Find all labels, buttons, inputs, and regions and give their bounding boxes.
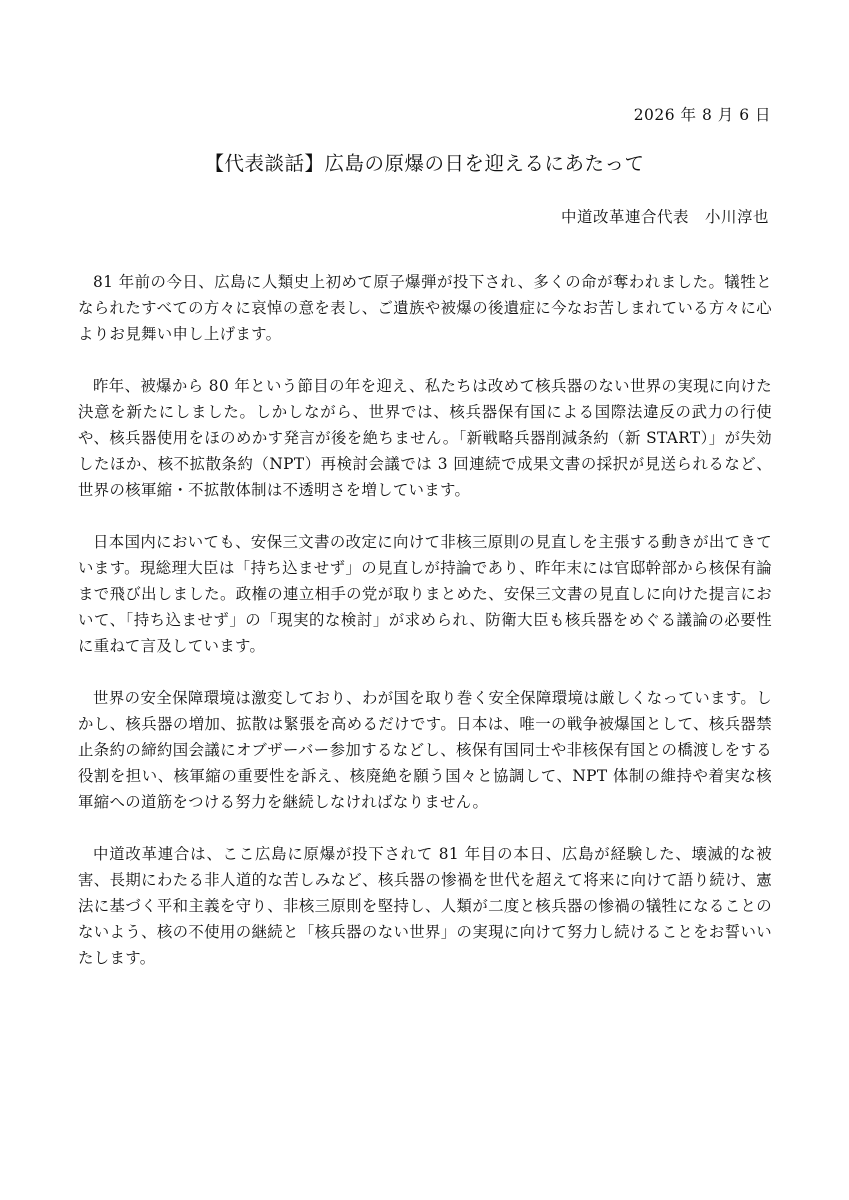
document-author: 中道改革連合代表 小川淳也 [560, 208, 769, 226]
document-body [78, 269, 772, 997]
body-paragraph: 中道改革連合は、ここ広島に原爆が投下されて 81 年目の本日、広島が経験した、壊滅的な被害、長期にわたる非人道的な苦しみなど、核兵器の惨禍を世代を超えて将来に向けて語り続け、憲法に基づく平和主義を守り、非核三原則を堅持し、人類が二度と核兵器の惨禍の犠牲になることのないよう、核の不使用の継続と「核兵器のない世界」の実現に向けて努力し続けることをお誓いいたします。 [78, 845, 772, 967]
body-paragraph: 日本国内においても、安保三文書の改定に向けて非核三原則の見直しを主張する動きが出てきています。現総理大臣は「持ち込ませず」の見直しが持論であり、昨年末には官邸幹部から核保有論まで飛び出しました。政権の連立相手の党が取りまとめた、安保三文書の見直しに向けた提言において、「持ち込ませず」の「現実的な検討」が求められ、防衛大臣も核兵器をめぐる議論の必要性に重ねて言及しています。 [78, 533, 772, 655]
document-date: 2026 年 8 月 6 日 [633, 106, 771, 124]
body-paragraph: 世界の安全保障環境は激変しており、わが国を取り巻く安全保障環境は厳しくなっています。しかし、核兵器の増加、拡散は緊張を高めるだけです。日本は、唯一の戦争被爆国として、核兵器禁止条約の締約国会議にオブザーバー参加するなどし、核保有国同士や非核保有国との橋渡しをする役割を担い、核軍縮の重要性を訴え、核廃絶を願う国々と協調して、NPT 体制の維持や着実な核軍縮への道筋をつける努力を継続しなければなりません。 [78, 689, 772, 811]
body-paragraph: 81 年前の今日、広島に人類史上初めて原子爆弾が投下され、多くの命が奪われました。犠牲となられたすべての方々に哀悼の意を表し、ご遺族や被爆の後遺症に今なお苦しまれている方々に心よりお見舞い申し上げます。 [78, 273, 772, 343]
body-paragraph: 昨年、被爆から 80 年という節目の年を迎え、私たちは改めて核兵器のない世界の実現に向けた決意を新たにしました。しかしながら、世界では、核兵器保有国による国際法違反の武力の行使や、核兵器使用をほのめかす発言が後を絶ちません。「新戦略兵器削減条約（新 START）」が失効したほか、核不拡散条約（NPT）再検討会議では 3 回連続で成果文書の採択が見送られるなど、世界の核軍縮・不拡散体制は不透明さを増しています。 [78, 377, 772, 499]
document-title: 【代表談話】広島の原爆の日を迎えるにあたって [204, 152, 645, 175]
